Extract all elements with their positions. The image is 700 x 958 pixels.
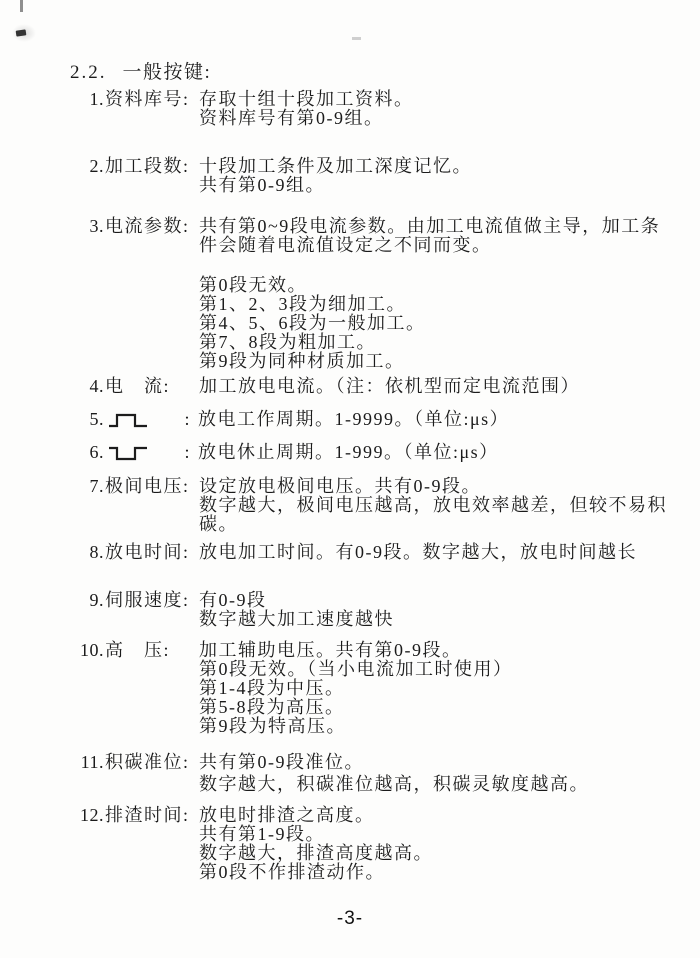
scan-artifact (16, 29, 27, 36)
scan-artifact (12, 24, 36, 42)
list-item-12 (0, 806, 700, 882)
description-line: 第0段无效。（当小电流加工时使用） (199, 659, 513, 679)
item-label: 放电时间: (105, 542, 190, 562)
description-line: 数字越大，排渣高度越高。 (199, 843, 433, 863)
item-label: 电 流: (105, 376, 171, 396)
item-description (197, 543, 700, 562)
description-line: 第0段不作排渣动作。 (199, 862, 385, 882)
item-label: 排渣时间: (105, 805, 190, 825)
item-description (197, 90, 700, 128)
description-line: 第1、2、3段为细加工。 (199, 294, 406, 314)
item-label: 电流参数: (105, 216, 190, 236)
label-colon: : (184, 442, 191, 462)
item-number: 8. (89, 542, 104, 562)
description-line: 数字越大，极间电压越高，放电效率越差，但较不易积 (199, 495, 667, 515)
item-description (197, 477, 700, 534)
list-item-11 (0, 753, 700, 794)
description-line: 共有第1-9段。 (199, 824, 325, 844)
description-line: 数字越大加工速度越快 (199, 609, 394, 629)
item-label: 伺服速度: (105, 590, 190, 610)
description-line: 十段加工条件及加工深度记忆。 (199, 156, 472, 176)
scan-artifact (352, 37, 361, 40)
item-number: 7. (89, 476, 104, 496)
description-line: 加工放电电流。（注：依机型而定电流范围） (199, 376, 580, 396)
list-item-1 (0, 90, 700, 128)
list-item-7 (0, 477, 700, 534)
item-number: 2. (89, 156, 104, 176)
item-description (197, 157, 700, 195)
item-number: 5. (89, 409, 104, 429)
item-label (104, 443, 196, 462)
item-description (197, 591, 700, 629)
description-line: 资料库号有第0-9组。 (199, 108, 384, 128)
description-line: 加工辅助电压。共有第0-9段。 (199, 640, 462, 660)
description-line: 共有第0-9段准位。 (199, 752, 364, 772)
list-item-6 (0, 443, 700, 462)
item-label: 积碳准位: (105, 752, 190, 772)
description-line: 第9段为特高压。 (199, 716, 346, 736)
item-description (196, 443, 700, 462)
description-line: 第7、8段为粗加工。 (199, 332, 376, 352)
description-line: 放电工作周期。1-9999。（单位:μs） (198, 409, 510, 429)
item-description (197, 753, 700, 794)
scan-artifact (20, 0, 23, 12)
item-label: 资料库号: (105, 89, 190, 109)
description-line: 碳。 (199, 514, 238, 534)
page-number: -3- (336, 908, 364, 929)
section-number: 2.2. (70, 62, 107, 83)
section-header (70, 57, 211, 84)
item-number: 11. (80, 752, 104, 772)
description-line: 共有第0-9组。 (199, 175, 325, 195)
list-item-8 (0, 543, 700, 562)
description-line: 数字越大，积碳准位越高，积碳灵敏度越高。 (199, 774, 589, 794)
positive-pulse-waveform-icon (108, 412, 148, 429)
list-item-4 (0, 377, 700, 396)
description-line: 第9段为同种材质加工。 (199, 351, 405, 371)
item-number: 3. (89, 216, 104, 236)
list-item-2 (0, 157, 700, 195)
description-line: 第0段无效。 (199, 275, 307, 295)
item-description (197, 377, 700, 396)
description-line: 第5-8段为高压。 (199, 697, 345, 717)
item-number: 6. (89, 442, 104, 462)
description-line: 第1-4段为中压。 (199, 678, 345, 698)
item-label (104, 410, 196, 429)
description-line: 第4、5、6段为一般加工。 (199, 313, 426, 333)
item-number: 4. (89, 376, 104, 396)
item-label: 加工段数: (105, 156, 190, 176)
description-line: 有0-9段 (199, 590, 267, 610)
item-description (197, 217, 700, 371)
description-line: 设定放电极间电压。共有0-9段。 (199, 476, 481, 496)
negative-pulse-waveform-icon (108, 445, 148, 462)
list-item-10 (0, 641, 700, 736)
list-item-9 (0, 591, 700, 629)
description-line: 放电休止周期。1-999。（单位:μs） (198, 442, 499, 462)
item-number: 1. (89, 89, 104, 109)
label-colon: : (184, 409, 191, 429)
item-description (197, 806, 700, 882)
list-item-3 (0, 217, 700, 371)
item-number: 10. (80, 640, 104, 660)
item-description (196, 410, 700, 429)
item-description (197, 641, 700, 736)
item-label: 极间电压: (105, 476, 190, 496)
section-title: 一般按键: (122, 62, 212, 83)
item-label: 高 压: (105, 640, 171, 660)
item-number: 12. (80, 805, 104, 825)
description-line: 存取十组十段加工资料。 (199, 89, 414, 109)
description-line: 放电时排渣之高度。 (199, 805, 375, 825)
item-number: 9. (89, 590, 104, 610)
description-line: 共有第0~9段电流参数。由加工电流值做主导，加工条 (199, 216, 661, 236)
description-line: 件会随着电流值设定之不同而变。 (199, 235, 492, 255)
description-line: 放电加工时间。有0-9段。数字越大，放电时间越长 (199, 542, 637, 562)
list-item-5 (0, 410, 700, 429)
